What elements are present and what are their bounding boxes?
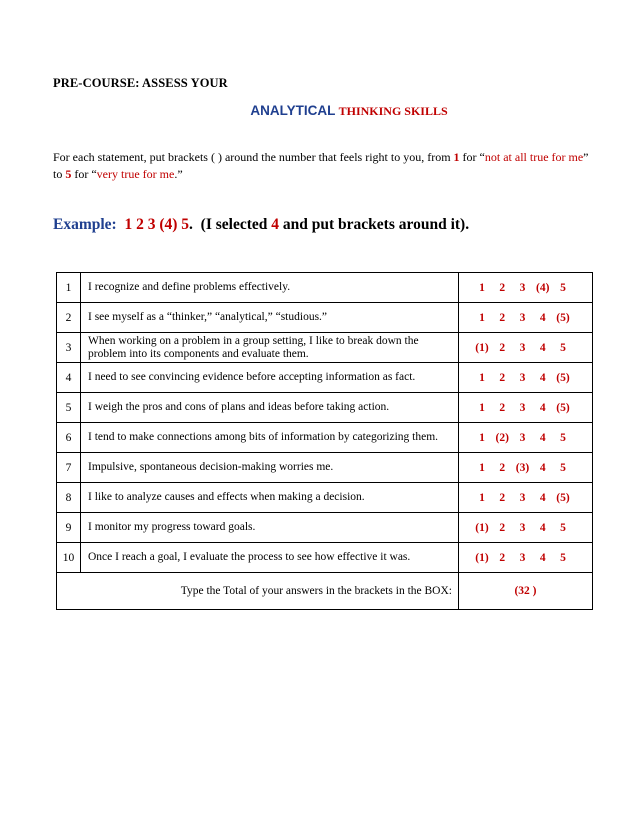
statement-text: I tend to make connections among bits of information by categorizing them.	[81, 423, 459, 453]
rating-option[interactable]: 4	[539, 341, 546, 354]
table-row	[57, 513, 593, 543]
table-row	[57, 483, 593, 513]
statement-text: I weigh the pros and cons of plans and ideas before taking action.	[81, 393, 459, 423]
rating-option[interactable]: 3	[519, 401, 526, 414]
rating-scale	[459, 462, 592, 474]
scale-min: 1	[453, 150, 460, 164]
rating-option[interactable]: 5	[560, 551, 566, 564]
statement-number: 5	[57, 393, 81, 423]
rating-option[interactable]: 1	[479, 311, 485, 324]
statement-number: 9	[57, 513, 81, 543]
rating-option[interactable]: 4	[539, 491, 546, 504]
rating-option[interactable]: 4	[539, 311, 546, 324]
rating-option[interactable]: 5	[560, 341, 566, 354]
rating-option[interactable]: 3	[519, 371, 526, 384]
rating-scale	[459, 492, 592, 504]
scale-min-meaning: not at all true for me	[484, 150, 584, 164]
rating-scale	[459, 372, 592, 384]
rating-cell	[459, 303, 593, 333]
rating-option[interactable]: 4	[539, 371, 546, 384]
statement-number: 2	[57, 303, 81, 333]
rating-cell	[459, 513, 593, 543]
example-note-text: and put brackets around it).	[279, 216, 470, 233]
rating-option[interactable]: 3	[519, 551, 526, 564]
statement-text: I like to analyze causes and effects when making a decision.	[81, 483, 459, 513]
rating-option[interactable]: 1	[479, 401, 485, 414]
rating-option[interactable]: (1)	[475, 341, 489, 354]
instructions-text: ” to	[53, 150, 589, 181]
statement-text: When working on a problem in a group setting, I like to break down the problem into its components and evaluate them.	[81, 333, 459, 363]
total-label: Type the Total of your answers in the brackets in the BOX:	[57, 573, 459, 610]
rating-scale	[459, 522, 592, 534]
table-row	[57, 453, 593, 483]
rating-cell	[459, 543, 593, 573]
rating-option[interactable]: (1)	[475, 551, 489, 564]
statement-text: I see myself as a “thinker,” “analytical,” “studious.”	[81, 303, 459, 333]
statement-text: I need to see convincing evidence before accepting information as fact.	[81, 363, 459, 393]
example-line	[53, 216, 469, 234]
rating-scale	[459, 312, 592, 324]
rating-option[interactable]: 3	[519, 521, 526, 534]
assessment-table	[56, 272, 593, 610]
rating-option[interactable]: (2)	[495, 431, 509, 444]
table-row	[57, 543, 593, 573]
subheading-thinking-skills: THINKING SKILLS	[338, 104, 448, 118]
rating-option[interactable]: 4	[539, 551, 546, 564]
rating-option[interactable]: 2	[499, 551, 506, 564]
rating-option[interactable]: 2	[499, 311, 506, 324]
rating-option[interactable]: 5	[560, 281, 566, 294]
rating-option[interactable]: 2	[499, 521, 506, 534]
statement-number: 3	[57, 333, 81, 363]
table-row	[57, 303, 593, 333]
rating-option[interactable]: 1	[479, 431, 485, 444]
rating-cell	[459, 453, 593, 483]
rating-cell	[459, 423, 593, 453]
example-note	[201, 216, 469, 233]
statement-text: Impulsive, spontaneous decision-making worries me.	[81, 453, 459, 483]
rating-option[interactable]: 2	[499, 371, 506, 384]
rating-option[interactable]: 5	[560, 521, 566, 534]
statement-number: 4	[57, 363, 81, 393]
statement-number: 6	[57, 423, 81, 453]
statement-text: I monitor my progress toward goals.	[81, 513, 459, 543]
rating-option[interactable]: (5)	[556, 311, 570, 324]
scale-max: 5	[65, 167, 72, 181]
example-label: Example:	[53, 216, 117, 233]
statement-number: 1	[57, 273, 81, 303]
rating-option[interactable]: (3)	[515, 461, 530, 474]
rating-scale	[459, 402, 592, 414]
example-note-text: (I selected	[200, 216, 272, 233]
rating-option[interactable]: 4	[539, 431, 546, 444]
rating-option[interactable]: 3	[519, 311, 526, 324]
rating-option[interactable]: 3	[519, 281, 526, 294]
total-value-box[interactable]: (32 )	[459, 573, 593, 610]
table-row	[57, 363, 593, 393]
subheading-analytical: ANALYTICAL	[250, 103, 336, 118]
rating-scale	[459, 552, 592, 564]
rating-cell	[459, 483, 593, 513]
instructions-text: For each statement, put brackets ( ) around the number that feels right to you, from	[53, 150, 454, 164]
statement-number: 10	[57, 543, 81, 573]
instructions-paragraph	[53, 149, 593, 183]
rating-option[interactable]: 1	[479, 281, 485, 294]
rating-option[interactable]: 1	[479, 491, 485, 504]
example-scale: 1 2 3 (4) 5	[124, 216, 190, 233]
rating-option[interactable]: (5)	[556, 491, 570, 504]
rating-scale	[459, 342, 592, 354]
table-row	[57, 393, 593, 423]
rating-option[interactable]: 3	[519, 431, 526, 444]
rating-option[interactable]: 4	[539, 461, 546, 474]
rating-scale	[459, 432, 592, 444]
statement-number: 8	[57, 483, 81, 513]
total-row	[57, 573, 593, 610]
rating-option[interactable]: 2	[499, 461, 506, 474]
instructions-text: .”	[174, 167, 183, 181]
rating-option[interactable]: 3	[519, 341, 526, 354]
instructions-text: for “	[71, 167, 97, 181]
instructions-text: for “	[459, 150, 485, 164]
statement-text: I recognize and define problems effectively.	[81, 273, 459, 303]
rating-option[interactable]: 3	[519, 491, 526, 504]
rating-option[interactable]: (5)	[556, 401, 570, 414]
table-row	[57, 333, 593, 363]
example-dot: .	[189, 216, 193, 233]
page-subheading	[0, 103, 638, 119]
statement-text: Once I reach a goal, I evaluate the process to see how effective it was.	[81, 543, 459, 573]
rating-cell	[459, 393, 593, 423]
rating-option[interactable]: 2	[499, 341, 506, 354]
scale-max-meaning: very true for me	[96, 167, 175, 181]
rating-option[interactable]: 5	[560, 461, 566, 474]
rating-option[interactable]: 5	[560, 431, 566, 444]
rating-cell	[459, 333, 593, 363]
table-row	[57, 423, 593, 453]
rating-option[interactable]: (4)	[536, 281, 550, 294]
rating-option[interactable]: (1)	[475, 521, 489, 534]
statement-number: 7	[57, 453, 81, 483]
table-row	[57, 273, 593, 303]
rating-option[interactable]: 1	[479, 461, 485, 474]
rating-option[interactable]: (5)	[556, 371, 570, 384]
rating-option[interactable]: 4	[539, 401, 546, 414]
rating-option[interactable]: 4	[539, 521, 546, 534]
rating-option[interactable]: 1	[479, 371, 485, 384]
example-selected-number: 4	[271, 216, 280, 233]
rating-option[interactable]: 2	[499, 281, 506, 294]
rating-option[interactable]: 2	[499, 491, 506, 504]
page-heading: PRE-COURSE: ASSESS YOUR	[53, 76, 228, 90]
rating-cell	[459, 363, 593, 393]
rating-cell	[459, 273, 593, 303]
rating-option[interactable]: 2	[499, 401, 506, 414]
rating-scale	[459, 282, 592, 294]
